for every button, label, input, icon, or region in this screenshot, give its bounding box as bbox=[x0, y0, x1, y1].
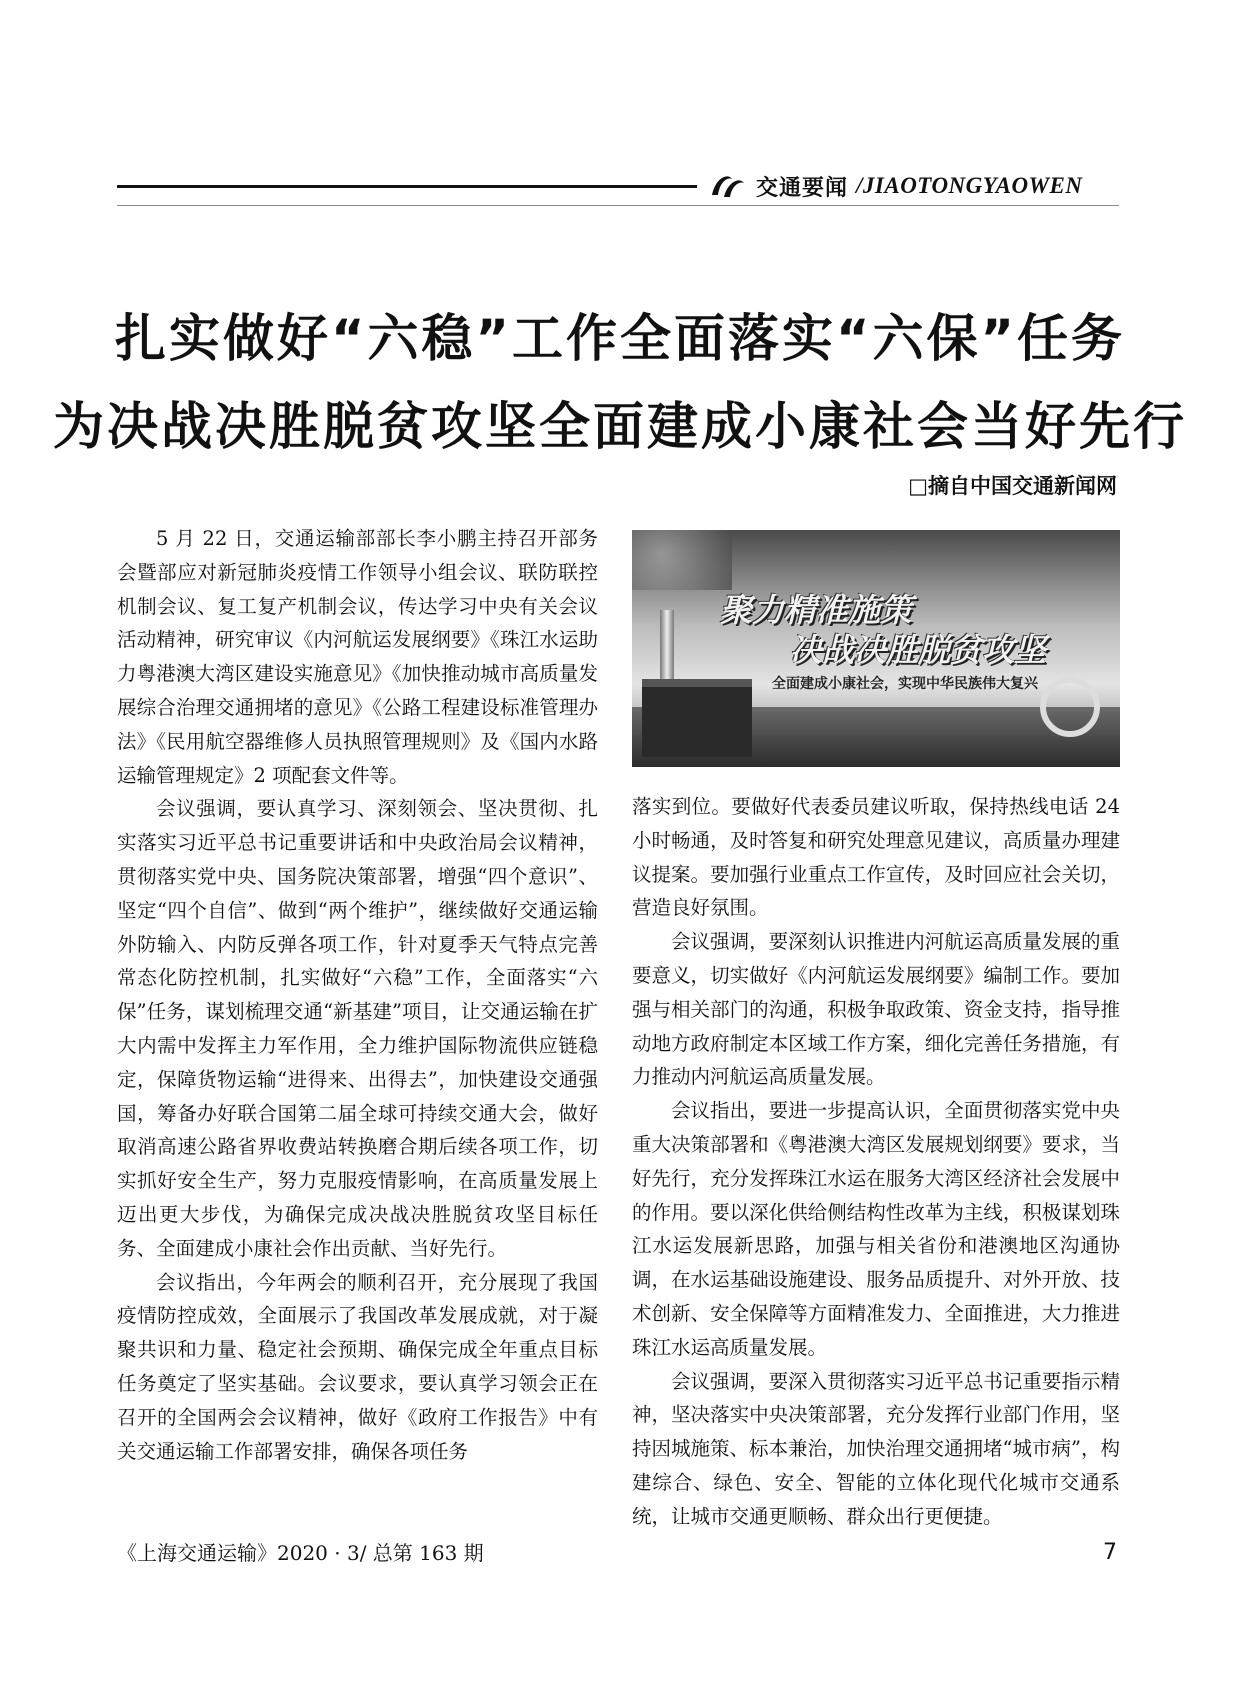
poster-slogan-2: 决战决胜脱贫攻坚 bbox=[790, 631, 1047, 669]
poster-image bbox=[632, 530, 1120, 767]
header-rule-thin bbox=[117, 205, 1119, 206]
article-source: □摘自中国交通新闻网 bbox=[908, 474, 1117, 498]
body-paragraph: 会议强调，要深刻认识推进内河航运高质量发展的重要意义，切实做好《内河航运发展纲要》编制工作。要加强与相关部门的沟通，积极争取政策、资金支持，指导推动地方政府制定本区域工作方案，细化完善任务措施，有力推动内河航运高质量发展。 bbox=[632, 930, 1120, 1089]
body-paragraph: 会议强调，要深入贯彻落实习近平总书记重要指示精神，坚决落实中央决策部署，充分发挥行业部门作用，坚持因城施策、标本兼治，加快治理交通拥堵“城市病”，构建综合、绿色、安全、智能的立体化现代化城市交通系统，让城市交通更顺畅、群众出行更便捷。 bbox=[632, 1369, 1120, 1528]
section-header bbox=[708, 168, 1082, 204]
magazine-logo-icon bbox=[708, 171, 748, 201]
header-rule-thick bbox=[117, 185, 697, 188]
body-paragraph: 会议指出，今年两会的顺利召开，充分展现了我国疫情防控成效，全面展示了我国改革发展成就，对于凝聚共识和力量、稳定社会预期、确保完成全年重点目标任务奠定了坚实基础。会议要求，要认真学习领会正在召开的全国两会会议精神，做好《政府工作报告》中有关交通运输工作部署安排，确保各项任务 bbox=[117, 1270, 598, 1463]
page-number: 7 bbox=[1103, 1540, 1117, 1565]
journal-citation: 《上海交通运输》2020 · 3/ 总第 163 期 bbox=[117, 1541, 484, 1565]
article-title-line-1: 扎实做好“六稳”工作全面落实“六保”任务 bbox=[114, 310, 1126, 369]
body-paragraph: 会议指出，要进一步提高认识，全面贯彻落实党中央重大决策部署和《粤港澳大湾区发展规划纲要》要求，当好先行，充分发挥珠江水运在服务大湾区经济社会发展中的作用。要以深化供给侧结构性改革为主线，积极谋划珠江水运发展新思路，加强与相关省份和港澳地区沟通协调，在水运基础设施建设、服务品质提升、对外开放、技术创新、安全保障等方面精准发力、全面推进，大力推进珠江水运高质量发展。 bbox=[632, 1099, 1120, 1359]
poster-slogan-1: 聚力精准施策 bbox=[720, 591, 913, 629]
flag-graphic bbox=[632, 530, 732, 590]
body-paragraph: 会议强调，要认真学习、深刻领会、坚决贯彻、扎实落实习近平总书记重要讲话和中央政治局会议精神，贯彻落实党中央、国务院决策部署，增强“四个意识”、坚定“四个自信”、做到“两个维护”，继续做好交通运输外防输入、内防反弹各项工作，针对夏季天气特点完善常态化防控机制，扎实做好“六稳”工作，全面落实“六保”任务，谋划梳理交通“新基建”项目，让交通运输在扩大内需中发挥主力军作用，全力维护国际物流供应链稳定，保障货物运输“进得来、出得去”，加快建设交通强国，筹备办好联合国第二届全球可持续交通大会，做好取消高速公路省界收费站转换磨合期后续各项工作，切实抓好安全生产，努力克服疫情影响，在高质量发展上迈出更大步伐，为确保完成决战决胜脱贫攻坚目标任务、全面建成小康社会作出贡献、当好先行。 bbox=[117, 797, 598, 1260]
article-title-line-2: 为决战决胜脱贫攻坚全面建成小康社会当好先行 bbox=[52, 398, 1187, 457]
party-emblem-icon bbox=[1040, 677, 1100, 737]
body-column-left bbox=[117, 522, 598, 1468]
section-name-en: /JIAOTONGYAOWEN bbox=[856, 173, 1083, 198]
body-paragraph-continued: 落实到位。要做好代表委员建议听取，保持热线电话 24 小时畅通，及时答复和研究处理意见建议，高质量办理建议提案。要加强行业重点工作宣传，及时回应社会关切，营造良好氛围。 bbox=[632, 795, 1120, 920]
body-column-right bbox=[632, 790, 1120, 1534]
section-name-cn: 交通要闻 bbox=[756, 174, 849, 201]
body-paragraph: 5 月 22 日，交通运输部部长李小鹏主持召开部务会暨部应对新冠肺炎疫情工作领导小组会议、联防联控机制会议、复工复产机制会议，传达学习中央有关会议活动精神，研究审议《内河航运发展纲要》《珠江水运助力粤港澳大湾区建设实施意见》《加快推动城市高质量发展综合治理交通拥堵的意见》《公路工程建设标准管理办法》《民用航空器维修人员执照管理规则》及《国内水路运输管理规定》2 项配套文件等。 bbox=[117, 527, 598, 787]
tiananmen-gate-graphic bbox=[642, 679, 752, 757]
poster-slogan-3: 全面建成小康社会，实现中华民族伟大复兴 bbox=[772, 676, 1038, 692]
